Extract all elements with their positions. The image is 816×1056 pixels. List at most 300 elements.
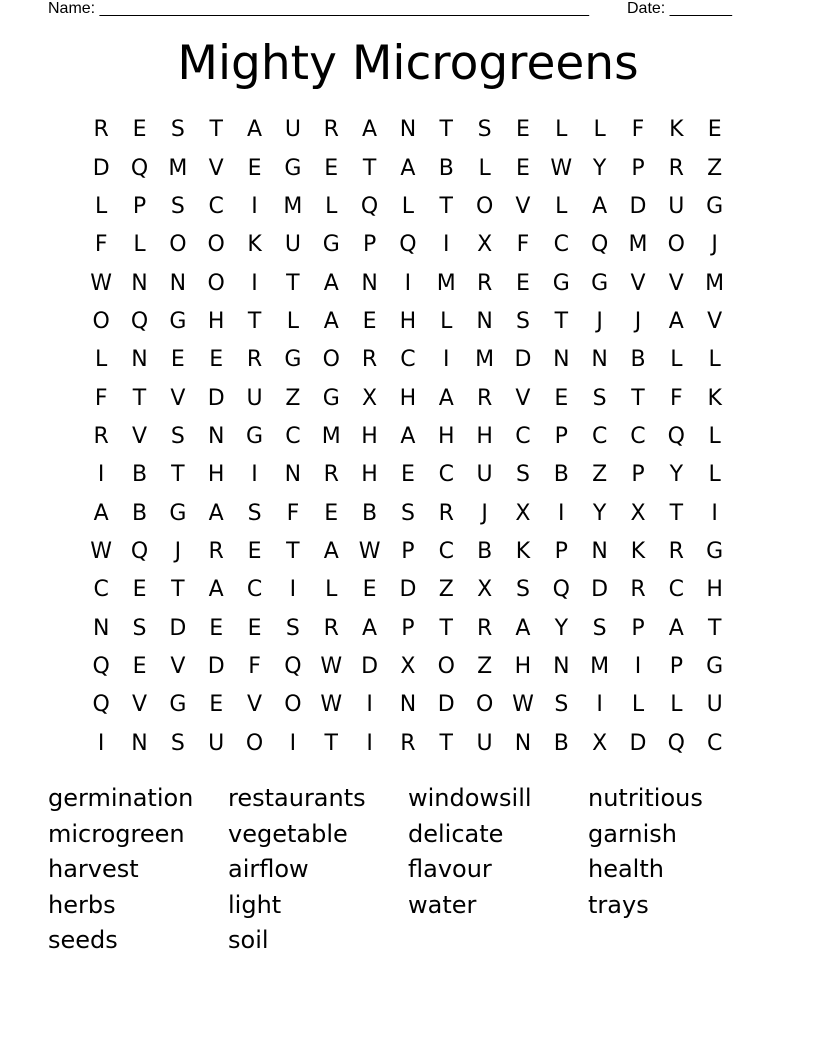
grid-letter: W xyxy=(90,270,113,296)
grid-letter: T xyxy=(286,270,300,296)
grid-letter: P xyxy=(132,193,147,219)
grid-letter: W xyxy=(90,538,113,564)
grid-letter: Q xyxy=(667,730,685,756)
grid-letter: S xyxy=(170,730,185,756)
grid-letter: I xyxy=(366,692,373,718)
grid-letter: D xyxy=(514,347,532,373)
grid-letter: S xyxy=(477,117,492,143)
grid-letter: N xyxy=(399,692,417,718)
grid-letter: G xyxy=(169,692,187,718)
grid-letter: G xyxy=(552,270,570,296)
grid-letter: O xyxy=(475,692,494,718)
grid-letter: R xyxy=(246,347,263,373)
word-bank-item: microgreen xyxy=(48,819,185,848)
grid-letter: C xyxy=(591,423,608,449)
grid-letter: N xyxy=(476,308,493,334)
grid-letter: N xyxy=(92,615,110,641)
grid-letter: M xyxy=(475,347,495,373)
grid-letter: L xyxy=(708,347,721,373)
grid-letter: S xyxy=(285,615,300,641)
grid-letter: H xyxy=(476,423,493,449)
grid-letter: A xyxy=(592,193,608,219)
grid-row xyxy=(82,111,734,149)
grid-letter: N xyxy=(131,730,148,756)
grid-letter: A xyxy=(438,385,454,411)
grid-letter: F xyxy=(248,653,261,679)
grid-letter: A xyxy=(362,117,378,143)
grid-letter: A xyxy=(668,308,684,334)
grid-letter: A xyxy=(323,308,339,334)
grid-letter: E xyxy=(362,577,377,603)
grid-letter: Y xyxy=(592,155,607,181)
grid-letter: A xyxy=(93,500,109,526)
grid-letter: Z xyxy=(707,155,723,181)
word-bank-item: airflow xyxy=(228,855,309,884)
grid-letter: N xyxy=(207,423,225,449)
grid-letter: V xyxy=(707,308,723,334)
date-field-line: Date: _______ xyxy=(627,0,732,17)
grid-letter: D xyxy=(361,653,379,679)
grid-letter: P xyxy=(401,615,415,641)
grid-letter: E xyxy=(707,117,722,143)
grid-letter: U xyxy=(284,232,301,258)
grid-letter: E xyxy=(247,538,262,564)
grid-letter: N xyxy=(284,462,302,488)
grid-letter: T xyxy=(439,615,453,641)
grid-letter: J xyxy=(634,308,642,334)
grid-letter: Q xyxy=(667,423,685,449)
grid-letter: R xyxy=(323,615,339,641)
grid-letter: L xyxy=(401,193,415,219)
grid-letter: C xyxy=(285,423,301,449)
grid-letter: E xyxy=(247,615,262,641)
grid-letter: R xyxy=(476,270,493,296)
grid-letter: R xyxy=(668,538,684,564)
grid-letter: J xyxy=(174,538,182,564)
grid-letter: P xyxy=(631,615,645,641)
word-bank-item: trays xyxy=(588,890,649,919)
grid-letter: G xyxy=(284,155,302,181)
grid-letter: I xyxy=(404,270,412,296)
grid-letter: V xyxy=(247,692,263,718)
grid-letter: D xyxy=(629,730,647,756)
word-column xyxy=(408,781,588,923)
grid-letter: U xyxy=(706,692,723,718)
grid-letter: E xyxy=(400,462,415,488)
grid-letter: C xyxy=(438,462,454,488)
grid-letter: D xyxy=(92,155,110,181)
grid-letter: V xyxy=(170,653,186,679)
grid-letter: G xyxy=(706,653,724,679)
grid-letter: O xyxy=(207,232,225,258)
grid-letter: V xyxy=(668,270,684,296)
grid-letter: D xyxy=(629,193,647,219)
grid-letter: E xyxy=(209,615,224,641)
grid-letter: U xyxy=(476,730,493,756)
word-column xyxy=(588,781,768,923)
grid-letter: Z xyxy=(592,462,608,488)
grid-letter: H xyxy=(361,462,378,488)
grid-letter: C xyxy=(208,193,224,219)
grid-letter: B xyxy=(438,155,454,181)
word-bank-item: garnish xyxy=(588,819,677,848)
grid-letter: U xyxy=(208,730,225,756)
grid-letter: C xyxy=(706,730,723,756)
grid-letter: H xyxy=(399,385,417,411)
grid-letter: I xyxy=(97,730,105,756)
grid-letter: Q xyxy=(92,692,110,718)
grid-letter: P xyxy=(401,538,415,564)
grid-letter: T xyxy=(669,500,684,526)
grid-letter: L xyxy=(708,462,721,488)
grid-letter: R xyxy=(208,538,224,564)
grid-letter: P xyxy=(362,232,377,258)
grid-letter: W xyxy=(512,692,534,718)
grid-letter: H xyxy=(399,308,417,334)
word-search-grid xyxy=(82,111,734,763)
grid-row xyxy=(82,533,734,571)
grid-letter: A xyxy=(668,615,684,641)
grid-letter: T xyxy=(554,308,569,334)
grid-letter: M xyxy=(628,232,648,258)
grid-letter: C xyxy=(668,577,685,603)
grid-letter: Y xyxy=(669,462,684,488)
grid-letter: D xyxy=(207,653,225,679)
grid-letter: S xyxy=(132,615,147,641)
word-bank-item: water xyxy=(408,890,477,919)
grid-letter: Y xyxy=(592,500,607,526)
grid-letter: L xyxy=(631,692,645,718)
grid-row xyxy=(82,686,734,724)
word-bank-item: soil xyxy=(228,926,269,955)
grid-row xyxy=(82,494,734,532)
grid-letter: L xyxy=(555,193,568,219)
grid-letter: A xyxy=(400,423,416,449)
grid-letter: C xyxy=(400,347,416,373)
grid-letter: L xyxy=(133,232,146,258)
grid-letter: L xyxy=(440,308,453,334)
grid-letter: B xyxy=(362,500,378,526)
grid-letter: S xyxy=(515,308,530,334)
word-bank-item: restaurants xyxy=(228,784,366,812)
grid-letter: P xyxy=(554,423,568,449)
grid-letter: N xyxy=(399,117,417,143)
word-bank-item: light xyxy=(228,890,282,919)
grid-letter: H xyxy=(437,423,455,449)
grid-letter: U xyxy=(284,117,301,143)
grid-letter: Z xyxy=(285,385,301,411)
grid-letter: D xyxy=(207,385,225,411)
grid-letter: H xyxy=(207,308,225,334)
grid-letter: A xyxy=(323,270,339,296)
grid-letter: A xyxy=(515,615,531,641)
grid-letter: R xyxy=(400,730,416,756)
grid-letter: A xyxy=(208,500,224,526)
grid-letter: L xyxy=(555,117,568,143)
grid-letter: B xyxy=(131,462,148,488)
grid-letter: I xyxy=(596,692,603,718)
grid-letter: G xyxy=(322,385,340,411)
word-bank-item: health xyxy=(588,855,664,884)
grid-letter: O xyxy=(475,193,494,219)
grid-letter: G xyxy=(706,538,724,564)
grid-letter: Q xyxy=(92,653,110,679)
grid-letter: A xyxy=(362,615,378,641)
grid-row xyxy=(82,188,734,226)
grid-letter: U xyxy=(668,193,685,219)
grid-letter: E xyxy=(132,577,147,603)
grid-letter: I xyxy=(97,462,105,488)
grid-letter: F xyxy=(670,385,683,411)
grid-letter: E xyxy=(132,653,147,679)
grid-letter: E xyxy=(247,155,262,181)
grid-letter: N xyxy=(591,538,608,564)
grid-letter: X xyxy=(477,232,493,258)
grid-letter: F xyxy=(94,232,108,258)
grid-letter: R xyxy=(93,117,109,143)
grid-letter: M xyxy=(321,423,341,449)
grid-letter: G xyxy=(322,232,340,258)
grid-letter: C xyxy=(438,538,454,564)
grid-letter: I xyxy=(251,193,258,219)
grid-letter: S xyxy=(515,462,530,488)
grid-letter: B xyxy=(131,500,148,526)
grid-row xyxy=(82,379,734,417)
grid-letter: T xyxy=(247,308,262,334)
grid-letter: Q xyxy=(130,308,149,334)
grid-letter: N xyxy=(169,270,187,296)
word-bank xyxy=(48,781,768,961)
grid-letter: R xyxy=(93,423,109,449)
grid-letter: E xyxy=(132,117,147,143)
grid-letter: R xyxy=(361,347,378,373)
grid-letter: Q xyxy=(130,538,149,564)
word-bank-item: herbs xyxy=(48,890,116,919)
grid-letter: E xyxy=(362,308,377,334)
grid-letter: G xyxy=(169,308,187,334)
grid-letter: H xyxy=(706,577,723,603)
grid-letter: T xyxy=(439,117,453,143)
word-bank-item: germination xyxy=(48,784,194,812)
grid-letter: H xyxy=(207,462,225,488)
grid-letter: E xyxy=(170,347,185,373)
grid-letter: W xyxy=(358,538,381,564)
grid-letter: X xyxy=(400,653,416,679)
grid-letter: C xyxy=(246,577,263,603)
word-bank-item: delicate xyxy=(408,819,504,848)
grid-letter: B xyxy=(477,538,493,564)
grid-letter: G xyxy=(246,423,264,449)
grid-letter: A xyxy=(323,538,339,564)
grid-letter: E xyxy=(516,270,530,296)
grid-letter: E xyxy=(324,155,339,181)
grid-letter: M xyxy=(283,193,303,219)
grid-row xyxy=(82,456,734,494)
grid-row xyxy=(82,725,734,763)
grid-letter: D xyxy=(591,577,609,603)
grid-letter: L xyxy=(325,577,338,603)
grid-letter: E xyxy=(209,347,224,373)
grid-letter: T xyxy=(439,730,453,756)
grid-row xyxy=(82,609,734,647)
grid-letter: L xyxy=(95,347,108,373)
grid-letter: O xyxy=(437,653,455,679)
grid-letter: F xyxy=(94,385,108,411)
grid-letter: N xyxy=(514,730,532,756)
grid-letter: G xyxy=(169,500,187,526)
grid-row xyxy=(82,149,734,187)
grid-letter: I xyxy=(251,462,258,488)
grid-letter: V xyxy=(515,385,531,411)
grid-letter: R xyxy=(476,385,493,411)
grid-letter: S xyxy=(170,423,185,449)
grid-letter: O xyxy=(92,308,110,334)
grid-letter: Y xyxy=(554,615,569,641)
grid-letter: I xyxy=(289,730,297,756)
grid-letter: O xyxy=(284,692,302,718)
grid-letter: A xyxy=(247,117,263,143)
grid-letter: T xyxy=(324,730,338,756)
grid-letter: M xyxy=(168,155,188,181)
grid-letter: X xyxy=(477,577,493,603)
grid-letter: V xyxy=(515,193,531,219)
grid-letter: O xyxy=(169,232,187,258)
grid-letter: J xyxy=(711,232,718,258)
grid-letter: D xyxy=(437,692,455,718)
grid-letter: O xyxy=(207,270,225,296)
grid-letter: D xyxy=(169,615,187,641)
grid-letter: W xyxy=(320,653,343,679)
grid-letter: S xyxy=(400,500,415,526)
grid-letter: A xyxy=(208,577,224,603)
grid-letter: K xyxy=(669,117,684,143)
grid-letter: X xyxy=(515,500,531,526)
grid-letter: I xyxy=(443,347,450,373)
grid-letter: C xyxy=(630,423,646,449)
grid-letter: S xyxy=(592,385,607,411)
grid-letter: Z xyxy=(477,653,493,679)
grid-letter: U xyxy=(246,385,263,411)
grid-letter: L xyxy=(478,155,491,181)
grid-letter: T xyxy=(171,462,185,488)
grid-letter: E xyxy=(209,692,224,718)
grid-row xyxy=(82,418,734,456)
grid-letter: R xyxy=(323,462,339,488)
grid-letter: T xyxy=(209,117,223,143)
grid-letter: Q xyxy=(590,232,609,258)
grid-letter: W xyxy=(550,155,573,181)
grid-letter: N xyxy=(131,347,148,373)
grid-letter: E xyxy=(324,500,339,526)
grid-letter: K xyxy=(707,385,722,411)
grid-letter: Q xyxy=(130,155,149,181)
grid-letter: N xyxy=(553,347,570,373)
grid-row xyxy=(82,264,734,302)
grid-row xyxy=(82,571,734,609)
grid-letter: X xyxy=(362,385,378,411)
grid-letter: T xyxy=(631,385,645,411)
grid-row xyxy=(82,341,734,379)
grid-letter: Q xyxy=(552,577,570,603)
grid-letter: F xyxy=(286,500,300,526)
grid-letter: K xyxy=(515,538,531,564)
word-bank-item: nutritious xyxy=(588,784,703,812)
grid-letter: S xyxy=(170,117,185,143)
word-bank-item: windowsill xyxy=(408,784,532,812)
word-bank-item: harvest xyxy=(48,855,139,884)
grid-letter: R xyxy=(323,117,339,143)
grid-letter: S xyxy=(554,692,569,718)
grid-letter: V xyxy=(208,155,224,181)
grid-letter: N xyxy=(131,270,148,296)
grid-letter: E xyxy=(554,385,569,411)
grid-letter: E xyxy=(516,155,530,181)
grid-letter: F xyxy=(516,232,530,258)
grid-letter: T xyxy=(707,615,722,641)
word-bank-item: vegetable xyxy=(228,819,348,848)
grid-letter: T xyxy=(171,577,185,603)
grid-letter: V xyxy=(131,692,148,718)
word-column xyxy=(48,781,228,959)
grid-letter: S xyxy=(247,500,262,526)
grid-letter: D xyxy=(399,577,417,603)
grid-letter: U xyxy=(476,462,493,488)
grid-letter: L xyxy=(286,308,300,334)
grid-letter: X xyxy=(592,730,608,756)
grid-letter: Q xyxy=(284,653,302,679)
grid-row xyxy=(82,303,734,341)
grid-letter: M xyxy=(590,653,610,679)
grid-letter: M xyxy=(436,270,456,296)
name-field-line: Name: _______________________________________________________ xyxy=(48,0,589,17)
grid-letter: C xyxy=(515,423,531,449)
grid-letter: R xyxy=(668,155,684,181)
grid-letter: V xyxy=(170,385,186,411)
grid-letter: S xyxy=(515,577,530,603)
grid-letter: M xyxy=(705,270,725,296)
grid-letter: O xyxy=(245,730,264,756)
grid-letter: P xyxy=(631,462,645,488)
grid-letter: L xyxy=(670,692,683,718)
grid-letter: S xyxy=(592,615,607,641)
grid-letter: B xyxy=(553,730,569,756)
grid-letter: L xyxy=(708,423,721,449)
grid-letter: B xyxy=(553,462,569,488)
grid-letter: L xyxy=(325,193,338,219)
page-title: Mighty Microgreens xyxy=(177,36,639,91)
grid-row xyxy=(82,648,734,686)
grid-letter: C xyxy=(93,577,109,603)
grid-letter: P xyxy=(554,538,568,564)
grid-letter: F xyxy=(631,117,645,143)
grid-letter: R xyxy=(630,577,646,603)
grid-letter: G xyxy=(706,193,724,219)
grid-letter: O xyxy=(667,232,685,258)
grid-letter: G xyxy=(284,347,302,373)
grid-letter: J xyxy=(481,500,488,526)
grid-letter: W xyxy=(320,692,343,718)
grid-letter: L xyxy=(670,347,683,373)
grid-row xyxy=(82,226,734,264)
grid-letter: V xyxy=(131,423,148,449)
grid-letter: B xyxy=(630,347,646,373)
grid-letter: L xyxy=(95,193,108,219)
grid-letter: K xyxy=(247,232,262,258)
grid-letter: V xyxy=(630,270,646,296)
grid-letter: R xyxy=(476,615,493,641)
grid-letter: R xyxy=(438,500,454,526)
word-column xyxy=(228,781,408,959)
